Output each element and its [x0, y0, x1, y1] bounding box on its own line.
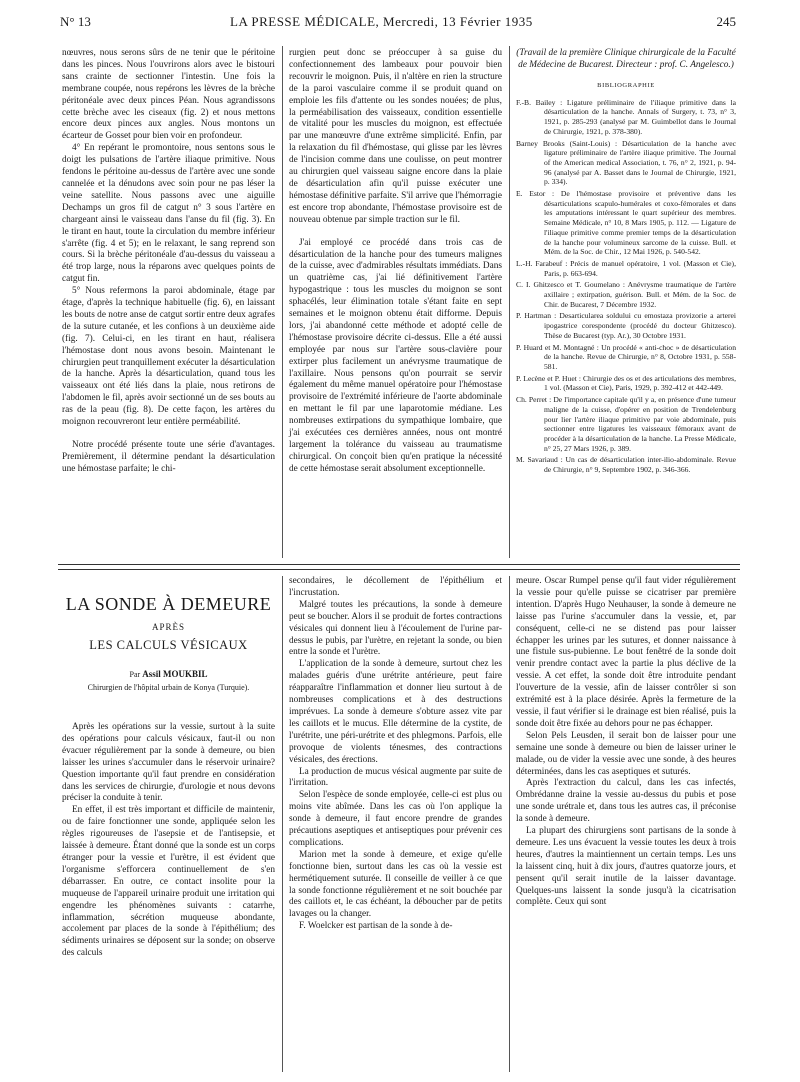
article-subtitle: LES CALCULS VÉSICAUX [89, 638, 248, 652]
journal-title: LA PRESSE MÉDICALE, Mercredi, 13 Février 1935 [230, 14, 533, 29]
column-rule [282, 46, 283, 558]
article-column-1 [62, 722, 275, 960]
paragraph: nœuvres, nous serons sûrs de ne tenir que le péritoine dans les pinces. Nous l'ouvrirons alors avec le bistouri sans crainte de sectionner l'intestin. Une fois la membrane coupée, nous repérons les lèvres de la brèche péritonéale avec deux pinces Péan. Nous agrandissons cette brèche avec les ciseaux (fig. 2) et nous mettons encore deux pinces aux angles. Nous montons un écarteur de Gosset pour bien voir en profondeur. [62, 48, 275, 142]
paragraph: Notre procédé présente toute une série d'avantages. Premièrement, il détermine pendant la désarticulation une hémostase parfaite; le chi- [62, 440, 275, 474]
bibliography-list [516, 98, 736, 475]
paragraph: Selon Pels Leusden, il serait bon de laisser pour une semaine une sonde à demeure ou bien de laisser uriner le malade, ou de vider la vessie avec une sonde, à des heures déterminées, dans les cas aseptiques et suturés. [516, 730, 736, 777]
paragraph: En effet, il est très important et difficile de maintenir, ou de faire fonctionner une sonde, appliquée selon les règles rigoureuses de l'asepsie et de l'antisepsie, et laissée à demeure. Étant donné que la sonde est un corps étranger pour la vessie et l'urètre, il est évident que l'organisme s'efforcera continuellement de s'en débarrasser. En outre, ce contact insolite pour la muqueuse de l'appareil urinaire produit une irritation qui engendre les phénomènes suivants : catarrhe, inflammation, sécrétion muqueuse abondante, accolement par places de la sonde à l'épithélium; des sédiments urinaires se déposent sur la sonde; on observe des calculs [62, 805, 275, 959]
paragraph: La plupart des chirurgiens sont partisans de la sonde à demeure. Les uns évacuent la vessie toutes les deux à trois heures, d'autres la maintiennent un certain temps. Les uns la laissent cinq, huit à dix jours, d'autres quatorze jours, et pensent qu'il serait inutile de la laisser davantage. Quelques-uns laissent la sonde jusqu'à la cicatrisation complète. Ceux qui sont [516, 826, 736, 908]
bibliography-entry: P. Huard et M. Montagné : Un procédé « anti-choc » de désarticulation de la hanche. Revue de Chirurgie, n° 8, Octobre 1931, p. 558-581. [516, 342, 736, 371]
article-column-3 [516, 576, 736, 909]
paragraph: Après l'extraction du calcul, dans les cas infectés, Ombrédanne draine la vessie au-dessus du pubis et pose une sonde urétrale et, dans tous les autres cas, il préconise la sonde à demeure. [516, 778, 736, 825]
bibliography-entry: P. Hartman : Desarticularea soldului cu emostaza provizorie a arterei ipogastrice corespondente (procédé du docteur Ghitzesco). Thèse de Bucarest (typ. Ar.), 30 Octobre 1931. [516, 311, 736, 340]
paragraph: rurgien peut donc se préoccuper à sa guise du confectionnement des lambeaux pour pouvoir bien recouvrir le moignon. Puis, il n'altère en rien la structure de la paroi vasculaire comme il se produit quand on emploie les fils d'attente ou les sondes nouées; de plus, la perméabilisation des vaisseaux, condition essentielle de vitalité pour les muscles du moignon, est effectuée par une manœuvre d'une extrême simplicité. Enfin, par la relaxation du fil d'hémostase, qui glisse par les lèvres de l'incision comme dans une coulisse, on peut montrer au chirurgien quel vaisseau saigne encore dans la plaie de désarticulation afin qu'il puisse exécuter une hémostase définitive parfaite. S'il arrive que l'hémorragie est encore trop abondante, l'hémostase provisoire est de nouveau obtenue par simple traction sur le fil. [289, 48, 502, 225]
bibliography-entry: Barney Brooks (Saint-Louis) : Désarticulation de la hanche avec ligature préliminaire de l'artère iliaque primitive. The Journal of the American medical Association, t. 76, n° 2, 1921, p. 94-96 (analysé par A. Basset dans le Journal de Chirurgie, 1921, p. 334). [516, 138, 736, 187]
issue-number: N° 13 [60, 14, 91, 29]
article-title: LA SONDE À DEMEURE [65, 594, 272, 614]
column-rule [282, 576, 283, 1072]
page-number: 245 [716, 14, 736, 29]
paragraph: Selon l'espèce de sonde employée, celle-ci est plus ou moins vite abîmée. Dans les cas où l'on applique la sonde à demeure, il faut encore prendre de grandes précautions aseptiques et antiseptiques pour prévenir ces complications. [289, 790, 502, 848]
prev-article-column-3 [516, 48, 736, 477]
article-title-connector: APRÈS [151, 622, 185, 632]
author-affiliation: Chirurgien de l'hôpital urbain de Konya (Turquie). [87, 683, 250, 692]
paragraph: Après les opérations sur la vessie, surtout à la suite des opérations pour calculs vésicaux, faut-il ou non évacuer régulièrement par la sonde à demeure, ou bien laisser les urines s'accumuler dans le réservoir urinaire? Question importante qu'il faut prendre en considération dans les services de chirurgie, d'urologie et nous devons préciser la conduite à tenir. [62, 722, 275, 804]
paragraph: Malgré toutes les précautions, la sonde à demeure peut se boucher. Alors il se produit de fortes contractions vésicales qui donnent lieu à l'écoulement de l'urine par-dessus le pubis, par l'urètre, en rejetant la sonde, ou bien entre la sonde et l'urètre. [289, 599, 502, 658]
bibliography-entry: E. Estor : De l'hémostase provisoire et préventive dans les désarticulations scapulo-humérales et coxo-fémorales et dans les amputations intéressant le quart supérieur des membres. Semaine Médicale, n° 10, 8 Mars 1905, p. 112. — Ligature de l'iliaque primitive comme premier temps de la désarticulation de la hanche pour volumineux sarcome de la cuisse. Bull. et Mém. de la Soc. de Chir., 12 Mai 1926, p. 540-542. [516, 189, 736, 257]
paragraph: 4° En repérant le promontoire, nous sentons sous le doigt les pulsations de l'artère iliaque primitive. Nous fendons le péritoine au-dessus de l'artère avec une sonde cannelée et la dénudons avec soin pour ne pas léser la veine satellite. Nous passons avec une aiguille Dechamps un gros fil de catgut n° 3 sous l'artère en chargeant ainsi le vaisseau dans l'anse du fil (fig. 3). En le tirant en haut, toute la circulation du membre inférieur s'arrête (fig. 4 et 5); en le relaxant, le sang reprend son cours. Si la brèche péritonéale d'au-dessus du vaisseau a été trop large, nous la réparons avec quelques points de catgut fin. [62, 143, 275, 285]
article-title-block [62, 590, 275, 692]
column-rule [509, 576, 510, 1072]
paragraph: meure. Oscar Rumpel pense qu'il faut vider régulièrement la vessie pour qu'elle puisse se cicatriser par première intention. D'après Hugo Neuhauser, la sonde à demeure ne laisse pas l'urine s'accumuler dans la vessie, et, par conséquent, celle-ci ne se distend pas pour laisser échapper les urines par les sutures, et donner naissance à une fistule sus-pubienne. Le bout fenêtré de la sonde doit venir prendre contact avec la partie la plus déclive de la vessie. A cet effet, la sonde doit être introduite pendant l'ouverture de la vessie, afin de laisser contrôler si son extrémité est à la place désirée. Après la fermeture de la vessie, il faut vérifier si le drainage est bien réalisé, puis la sonde doit être fixée au dehors pour ne pas échapper. [516, 576, 736, 729]
paragraph: F. Woelcker est partisan de la sonde à de- [299, 921, 453, 932]
bibliography-entry: P. Lecène et P. Huet : Chirurgie des os et des articulations des membres, 1 vol. (Masson et Cie), Paris, 1929, p. 392-412 et 442-449. [516, 373, 736, 393]
clinic-caption: (Travail de la première Clinique chirurgicale de la Faculté de Médecine de Bucarest. Directeur : prof. C. Angelesco.) [516, 48, 736, 70]
bibliography-entry: M. Savariaud : Un cas de désarticulation inter-ilio-abdominale. Revue de Chirurgie, n° 9, Septembre 1902, p. 346-366. [516, 455, 736, 475]
paragraph: La production de mucus vésical augmente par suite de l'irritation. [289, 766, 502, 789]
running-header [60, 14, 736, 34]
paragraph: Marion met la sonde à demeure, et exige qu'elle fonctionne bien, surtout dans les cas où la vessie est hermétiquement suturée. Il conseille de veiller à ce que la sonde fonctionne régulièrement et ne soit bouchée par des caillots et, le cas échéant, la déboucher par de petits lavages ou la changer. [289, 849, 502, 920]
byline [62, 669, 275, 679]
paragraph: L'application de la sonde à demeure, surtout chez les malades guéris d'une urétrite antérieure, peut faire réapparaître l'inflammation et donner lieu surtout à de nombreuses complications et à des destructions imprévues. La sonde à demeure s'obture assez vite par les caillots et le mucus. Elle détermine de la cystite, de l'urétrite, une péri-urétrite et des phlegmons. Parfois, elle provoque de violents ténesmes, des contractions vésicales, des érections. [289, 659, 502, 765]
bibliography-entry: F.-B. Bailey : Ligature préliminaire de l'iliaque primitive dans la désarticulation de la hanche. Annals of Surgery, t. 73, n° 3, 1921, p. 285-293 (analysé par M. Guimbellot dans le Journal de Chirurgie, 1921, p. 378-380). [516, 97, 736, 136]
paragraph: 5° Nous refermons la paroi abdominale, étage par étage, d'après la technique habituelle (fig. 6), en laissant les bouts de notre anse de catgut sortir entre deux agrafes de la suture cutanée, et les confions à un deuxième aide (fig. 7). Celui-ci, en les tirant en haut, réalisera l'hémostase dont nous avons besoin. Maintenant le chirurgien peut tranquillement exécuter la désarticulation de la hanche. Après la désarticulation, quand tous les vaisseaux ont été liés dans la plaie, nous retirons de l'abdomen le fil, après avoir sectionné un de ses bouts au ras de la peau (fig. 8). De cette façon, les artères du moignon recouvreront leur entière perméabilité. [62, 286, 275, 428]
byline-prefix: Par [129, 670, 141, 679]
article-column-2 [289, 576, 502, 933]
prev-article-column-2 [289, 48, 502, 476]
bibliography-heading: BIBLIOGRAPHIE [597, 81, 655, 89]
column-rule [509, 46, 510, 558]
author-name: Assil MOUKBIL [142, 669, 208, 679]
paragraph: J'ai employé ce procédé dans trois cas de désarticulation de la hanche pour des tumeurs malignes de la cuisse, avec d'admirables résultats immédiats. Dans un quatrième cas, j'ai lié définitivement l'artère hypogastrique : tous les muscles du moignon se sont sphacélés, leur élimination totale s'étant faite en sept semaines et le moignon obtenu était difforme. Depuis lors, j'ai abandonné cette méthode et adopté celle de l'hémostase provisoire décrite ci-dessus. Elle a été aussi employée par nous sur l'artère sous-clavière pour extirper plus facilement un anévrysme traumatique de l'axillaire. Nous pensons qu'on pourrait se servir également du même manuel opératoire pour l'hémostase provisoire de l'extrémité inférieure de l'aorte abdominale en mettant le fil par une laparotomie médiane. Les nombreuses extirpations du sympathique lombaire, que j'ai exécutées ces dernières années, nous ont montré largement la tolérance du vaisseau au traumatisme chirurgical. On conçoit bien qu'en pratique la nécessité de cette hémostase serait absolument exceptionnelle. [289, 237, 502, 474]
prev-article-column-1 [62, 48, 275, 476]
article-separator [58, 564, 740, 570]
bibliography-entry: L.-H. Farabeuf : Précis de manuel opératoire, 1 vol. (Masson et Cie), Paris, p. 663-694. [516, 258, 736, 278]
paragraph: secondaires, le décollement de l'épithélium et l'incrustation. [289, 576, 502, 598]
bibliography-entry: C. I. Ghitzesco et T. Goumelano : Anévrysme traumatique de l'artère axillaire ; extirpation, guérison. Bull. et Mém. de la Soc. de Chir. de Bucarest, 7 Décembre 1932. [516, 280, 736, 309]
bibliography-entry: Ch. Perret : De l'importance capitale qu'il y a, en présence d'une tumeur maligne de la cuisse, d'opérer en position de Trendelenburg pour lier l'artère iliaque primitive par voie abdominale, puis sectionner entre ligatures les vaisseaux fémoraux avant de procéder à la désarticulation de la hanche. La Presse Médicale, n° 25, 27 Mars 1926, p. 389. [516, 395, 736, 453]
